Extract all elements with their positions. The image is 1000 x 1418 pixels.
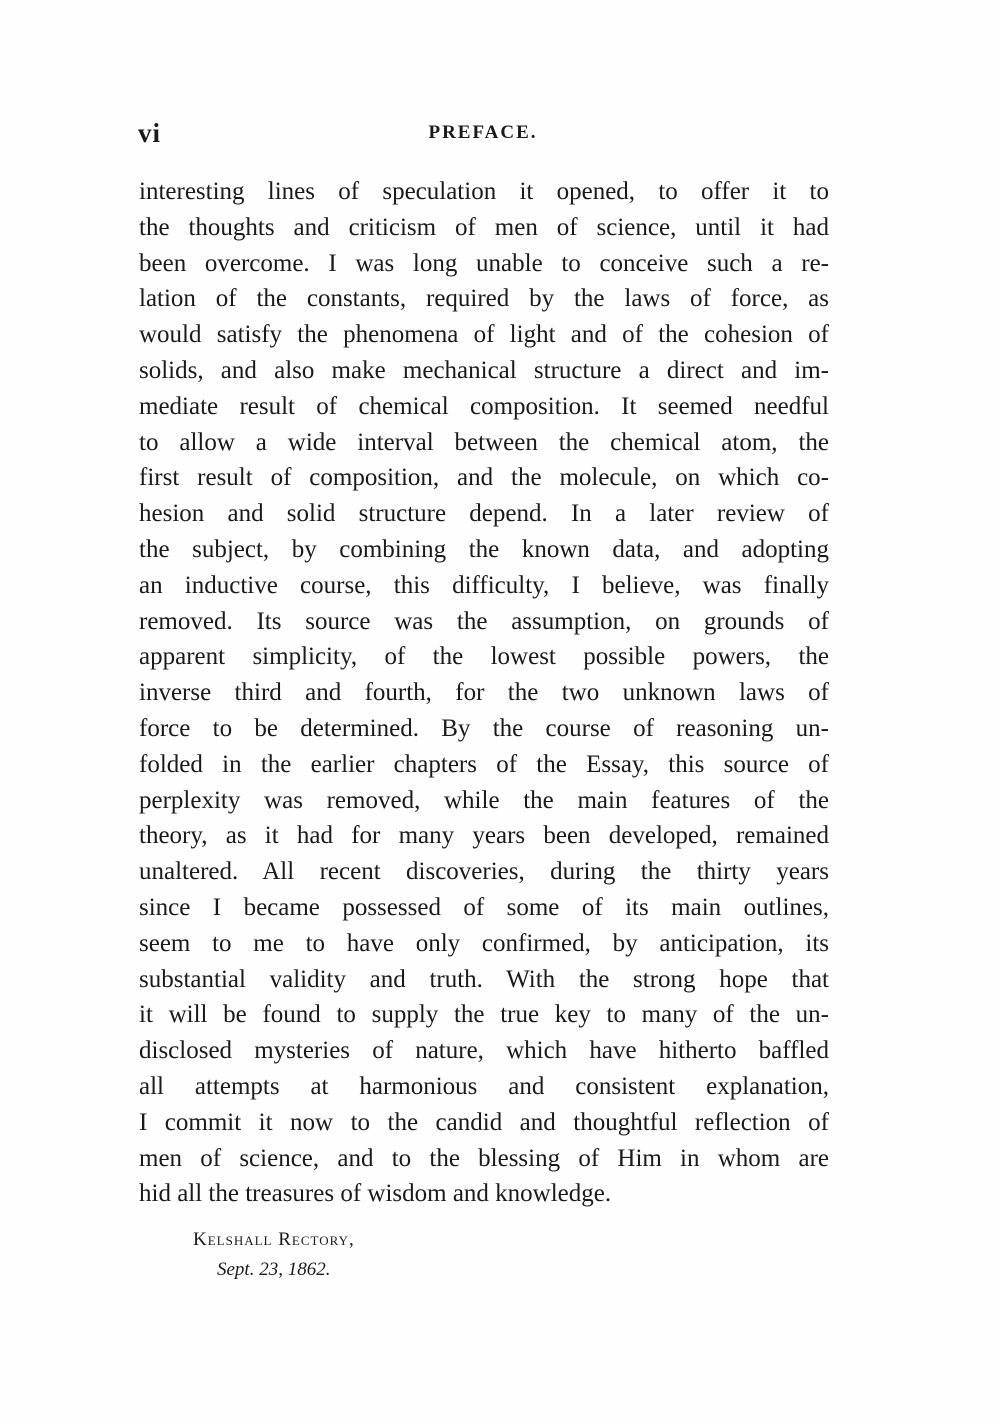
text-line-last: hid all the treasures of wisdom and knowledge.	[139, 1180, 612, 1208]
text-line: the thoughts and criticism of men of science, until it had	[139, 213, 829, 241]
text-line: disclosed mysteries of nature, which have hitherto baffled	[139, 1037, 829, 1065]
text-line: inverse third and fourth, for the two unknown laws of	[139, 679, 829, 707]
text-line: lation of the constants, required by the laws of force, as	[139, 285, 829, 313]
text-line: interesting lines of speculation it opened, to offer it to	[139, 178, 829, 205]
text-line: men of science, and to the blessing of Him in whom are	[139, 1144, 829, 1172]
text-line: the subject, by combining the known data, and adopting	[139, 535, 829, 563]
text-line: perplexity was removed, while the main features of the	[139, 786, 829, 814]
page-number: vi	[138, 118, 162, 148]
text-line: folded in the earlier chapters of the Essay, this source of	[139, 750, 829, 778]
text-line: solids, and also make mechanical structure a direct and im-	[139, 356, 829, 384]
text-line: force to be determined. By the course of reasoning un-	[139, 714, 829, 742]
text-line: an inductive course, this difficulty, I believe, was finally	[139, 571, 829, 599]
text-line: all attempts at harmonious and consistent explanation,	[139, 1072, 829, 1100]
text-line: it will be found to supply the true key to many of the un-	[139, 1001, 829, 1029]
text-line: been overcome. I was long unable to conceive such a re-	[139, 249, 829, 277]
text-line: unaltered. All recent discoveries, during the thirty years	[139, 858, 829, 886]
running-title: PREFACE.	[428, 122, 538, 143]
text-line: first result of composition, and the molecule, on which co-	[139, 464, 829, 492]
preface-paragraph	[139, 174, 829, 1212]
text-line: apparent simplicity, of the lowest possible powers, the	[139, 643, 829, 671]
text-line: I commit it now to the candid and thoughtful reflection of	[139, 1108, 829, 1136]
text-line: hesion and solid structure depend. In a later review of	[139, 500, 829, 528]
text-line: removed. Its source was the assumption, on grounds of	[139, 607, 829, 635]
text-line: since I became possessed of some of its main outlines,	[139, 893, 829, 921]
text-line: substantial validity and truth. With the strong hope that	[139, 965, 829, 993]
signature-block	[193, 1225, 355, 1285]
text-line: theory, as it had for many years been developed, remained	[139, 822, 829, 850]
text-line: seem to me to have only confirmed, by anticipation, its	[139, 929, 829, 957]
signature-date: Sept. 23, 1862.	[217, 1259, 331, 1280]
signature-place: Kelshall Rectory,	[193, 1229, 355, 1250]
text-line: would satisfy the phenomena of light and of the cohesion of	[139, 321, 829, 349]
text-line: mediate result of chemical composition. It seemed needful	[139, 392, 829, 420]
text-line: to allow a wide interval between the chemical atom, the	[139, 428, 829, 456]
running-head	[138, 118, 828, 152]
